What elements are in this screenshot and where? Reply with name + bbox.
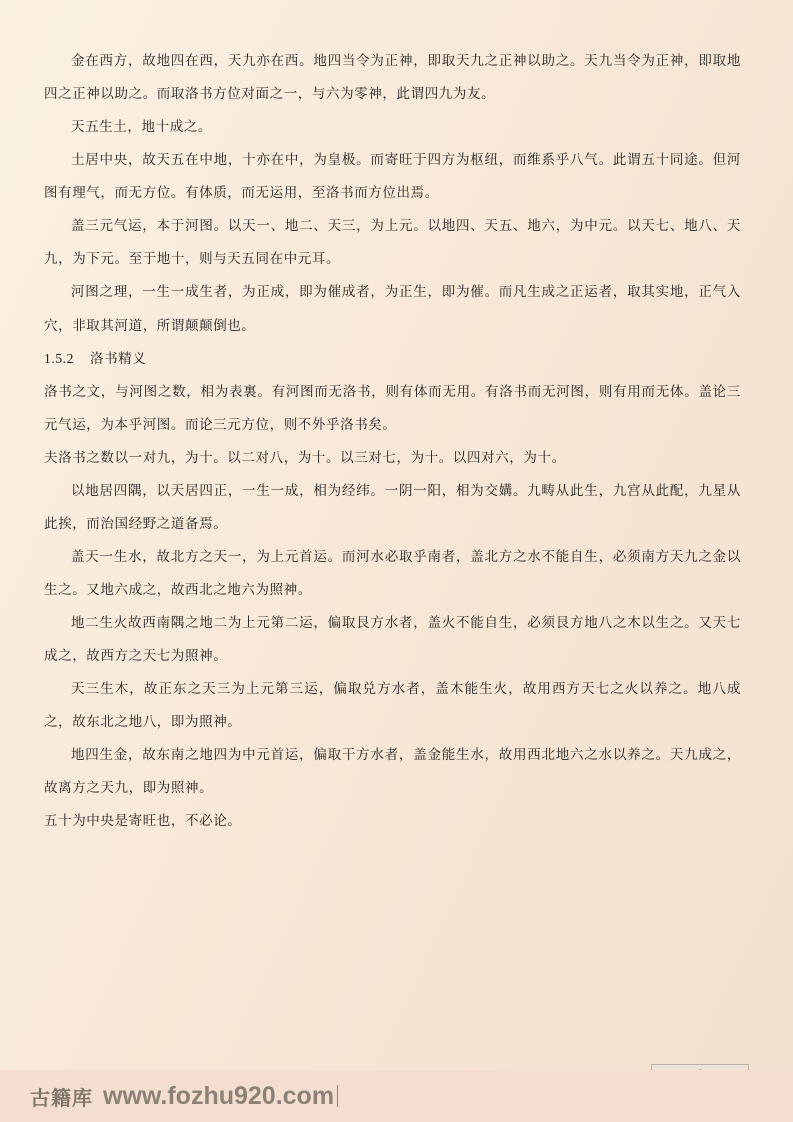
paragraph: 土居中央，故天五在中地，十亦在中，为皇极。而寄旺于四方为枢纽，而维系乎八气。此谓五十同途。但河图有理气，而无方位。有体质，而无运用，至洛书而方位出焉。 xyxy=(44,152,741,201)
section-title: 洛书精义 xyxy=(90,350,147,366)
paragraph: 地四生金，故东南之地四为中元首运，偏取干方水者，盖金能生水，故用西北地六之水以养之。天九成之，故离方之天九，即为照神。 xyxy=(44,747,741,796)
paragraph: 盖三元气运，本于河图。以天一、地二、天三，为上元。以地四、天五、地六，为中元。以天七、地八、天九，为下元。至于地十，则与天五同在中元耳。 xyxy=(44,218,741,267)
paragraph: 天五生土，地十成之。 xyxy=(71,119,212,135)
paragraph: 盖天一生水，故北方之天一，为上元首运。而河水必取乎南者，盖北方之水不能自生，必须南方天九之金以生之。又地六成之，故西北之地六为照神。 xyxy=(44,548,741,597)
paragraph: 地二生火故西南隅之地二为上元第二运，偏取艮方水者，盖火不能自生，必须艮方地八之木以生之。又天七成之，故西方之天七为照神。 xyxy=(44,615,741,664)
text-caret xyxy=(337,1085,338,1107)
paragraph: 五十为中央是寄旺也，不必论。 xyxy=(44,813,242,829)
paragraph: 天三生木，故正东之天三为上元第三运，偏取兑方水者，盖木能生火，故用西方天七之火以养之。地八成之，故东北之地八，即为照神。 xyxy=(44,681,741,730)
watermark-label: 古籍库 xyxy=(30,1087,93,1110)
paragraph: 洛书之文，与河图之数，相为表裏。有河图而无洛书，则有体而无用。有洛书而无河图，则有用而无体。盖论三元气运，为本乎河图。而论三元方位，则不外乎洛书矣。 xyxy=(44,383,741,432)
paragraph: 河图之理，一生一成生者，为正成，即为催成者，为正生，即为催。而凡生成之正运者，取其实地，正气入穴，非取其河道，所谓颠颠倒也。 xyxy=(44,284,741,333)
section-number: 1.5.2 xyxy=(44,350,74,366)
paragraph: 夫洛书之数以一对九，为十。以二对八，为十。以三对七，为十。以四对六，为十。 xyxy=(44,449,566,465)
paragraph: 金在西方，故地四在西，天九亦在西。地四当令为正神，即取天九之正神以助之。天九当令为正神，即取地四之正神以助之。而取洛书方位对面之一，与六为零神，此谓四九为友。 xyxy=(44,53,741,102)
watermark-bar xyxy=(0,1070,793,1122)
paragraph: 以地居四隅，以天居四正，一生一成，相为经纬。一阴一阳，相为交媾。九畴从此生，九宫从此配，九星从此挨，而治国经野之道备焉。 xyxy=(44,482,741,531)
document-body xyxy=(44,44,741,838)
section-heading xyxy=(44,342,741,375)
watermark-brand: www.fozhu920.com xyxy=(103,1081,335,1110)
